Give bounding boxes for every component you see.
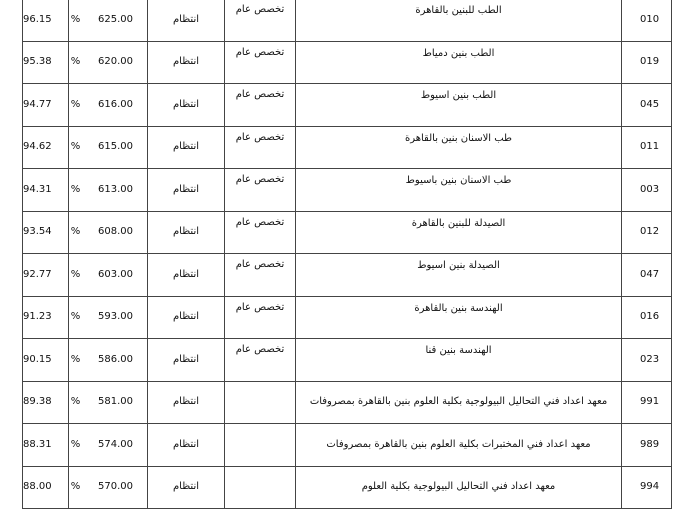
percent-sign: %: [70, 226, 81, 238]
percentage-cell: [23, 254, 81, 297]
score-cell: [69, 41, 148, 84]
min-score: 586.00: [98, 353, 133, 365]
percentage-value: 96.15: [23, 13, 52, 25]
admission-scores-table: [22, 0, 672, 509]
table-row: [23, 296, 672, 339]
table-row: [23, 211, 672, 254]
college-name: طب الاسنان بنين باسيوط: [405, 175, 512, 186]
percentage-cell: [23, 339, 81, 382]
min-score: 625.00: [98, 13, 133, 25]
percent-sign: %: [70, 353, 81, 365]
study-type: انتظام: [172, 98, 200, 110]
college-cell: [296, 126, 622, 169]
percentage-value: 92.77: [23, 268, 52, 280]
college-cell: [296, 381, 622, 424]
code-cell: [622, 381, 672, 424]
study-type: انتظام: [172, 396, 200, 408]
score-cell: [69, 0, 148, 41]
college-name: الطب بنين اسيوط: [420, 90, 497, 101]
table-row: [23, 381, 672, 424]
specialization-cell: [225, 211, 296, 254]
percent-sign: %: [70, 56, 81, 68]
percentage-cell: [23, 0, 81, 41]
code-cell: [622, 424, 672, 467]
code-cell: [622, 41, 672, 84]
specialization-cell: [225, 0, 296, 41]
percent-sign: %: [70, 268, 81, 280]
score-cell: [69, 254, 148, 297]
study-type-cell: [148, 254, 225, 297]
code-cell: [622, 0, 672, 41]
study-type: انتظام: [172, 481, 200, 493]
percentage-cell: [23, 84, 81, 127]
specialization-cell: [225, 41, 296, 84]
code-cell: [622, 296, 672, 339]
study-type: انتظام: [172, 13, 200, 25]
table-row: [23, 254, 672, 297]
study-type: انتظام: [172, 183, 200, 195]
college-name: معهد اعداد فني التحاليل البيولوجية بكلية العلوم بنين بالقاهرة بمصروفات: [309, 396, 608, 408]
college-cell: [296, 0, 622, 41]
percentage-cell: [23, 466, 81, 509]
study-type-cell: [148, 126, 225, 169]
min-score: 620.00: [98, 56, 133, 68]
percentage-value: 94.77: [23, 98, 52, 110]
study-type-cell: [148, 169, 225, 212]
score-cell: [69, 84, 148, 127]
score-cell: [69, 126, 148, 169]
min-score: 581.00: [98, 396, 133, 408]
percentage-value: 93.54: [23, 226, 52, 238]
score-cell: [69, 211, 148, 254]
college-name: طب الاسنان بنين بالقاهرة: [404, 132, 513, 144]
specialization-cell: [225, 381, 296, 424]
specialization: تخصص عام: [235, 344, 285, 355]
min-score: 615.00: [98, 141, 133, 153]
specialization: تخصص عام: [235, 89, 285, 100]
college-code: 045: [640, 98, 660, 110]
percent-sign: %: [70, 438, 81, 450]
college-cell: [296, 424, 622, 467]
specialization-cell: [225, 169, 296, 212]
study-type: انتظام: [172, 311, 200, 323]
study-type: انتظام: [172, 141, 200, 153]
percent-sign: %: [70, 141, 81, 153]
specialization-cell: [225, 296, 296, 339]
college-cell: [296, 254, 622, 297]
college-code: 016: [640, 311, 660, 323]
percent-sign: %: [70, 183, 81, 195]
percent-sign: %: [70, 311, 81, 323]
college-cell: [296, 211, 622, 254]
percentage-cell: [23, 381, 81, 424]
code-cell: [622, 466, 672, 509]
table-row: [23, 169, 672, 212]
table-row: [23, 424, 672, 467]
specialization-cell: [225, 424, 296, 467]
code-cell: [622, 84, 672, 127]
percentage-value: 88.31: [23, 438, 52, 450]
college-code: 023: [640, 353, 660, 365]
table-row: [23, 0, 672, 41]
score-cell: [69, 339, 148, 382]
percentage-value: 89.38: [23, 396, 52, 408]
table-row: [23, 339, 672, 382]
percentage-cell: [23, 211, 81, 254]
table-row: [23, 126, 672, 169]
percentage-cell: [23, 424, 81, 467]
college-name: معهد اعداد فني المختبرات بكلية العلوم بنين بالقاهرة بمصروفات: [326, 438, 591, 450]
percentage-cell: [23, 126, 81, 169]
min-score: 616.00: [98, 98, 133, 110]
percentage-value: 90.15: [23, 353, 52, 365]
college-name: معهد اعداد فني التحاليل البيولوجية بكلية العلوم: [361, 481, 556, 493]
specialization: تخصص عام: [235, 131, 285, 143]
college-code: 047: [640, 268, 660, 280]
study-type-cell: [148, 41, 225, 84]
percentage-cell: [23, 41, 81, 84]
code-cell: [622, 126, 672, 169]
study-type-cell: [148, 339, 225, 382]
percentage-cell: [23, 169, 81, 212]
table-row: [23, 84, 672, 127]
percentage-value: 94.62: [23, 141, 52, 153]
percent-sign: %: [70, 13, 81, 25]
study-type-cell: [148, 466, 225, 509]
study-type: انتظام: [172, 268, 200, 280]
specialization: تخصص عام: [235, 216, 285, 228]
specialization-cell: [225, 126, 296, 169]
study-type: انتظام: [172, 438, 200, 450]
study-type-cell: [148, 0, 225, 41]
score-cell: [69, 381, 148, 424]
specialization: تخصص عام: [235, 301, 285, 313]
specialization: تخصص عام: [235, 46, 285, 58]
specialization-cell: [225, 254, 296, 297]
percentage-value: 91.23: [23, 311, 52, 323]
college-cell: [296, 169, 622, 212]
college-name: الصيدلة للبنين بالقاهرة: [411, 217, 506, 229]
college-name: الطب بنين دمياط: [422, 47, 495, 59]
code-cell: [622, 254, 672, 297]
college-code: 994: [640, 481, 660, 493]
college-code: 003: [640, 183, 660, 195]
college-code: 019: [640, 56, 660, 68]
specialization: تخصص عام: [235, 4, 285, 15]
study-type-cell: [148, 424, 225, 467]
college-name: الصيدلة بنين اسيوط: [417, 260, 500, 271]
college-code: 991: [640, 396, 660, 408]
study-type: انتظام: [172, 353, 200, 365]
specialization-cell: [225, 466, 296, 509]
score-cell: [69, 169, 148, 212]
percentage-value: 95.38: [23, 56, 52, 68]
table-row: [23, 466, 672, 509]
table-row: [23, 41, 672, 84]
specialization-cell: [225, 84, 296, 127]
percentage-cell: [23, 296, 81, 339]
college-code: 011: [640, 141, 660, 153]
specialization-cell: [225, 339, 296, 382]
college-cell: [296, 41, 622, 84]
score-cell: [69, 424, 148, 467]
code-cell: [622, 211, 672, 254]
percent-sign: %: [70, 98, 81, 110]
score-cell: [69, 296, 148, 339]
study-type: انتظام: [172, 56, 200, 68]
specialization: تخصص عام: [235, 174, 285, 185]
percent-sign: %: [70, 396, 81, 408]
percentage-value: 88.00: [23, 481, 52, 493]
study-type-cell: [148, 211, 225, 254]
min-score: 613.00: [98, 183, 133, 195]
study-type-cell: [148, 296, 225, 339]
code-cell: [622, 339, 672, 382]
college-cell: [296, 339, 622, 382]
study-type: انتظام: [172, 226, 200, 238]
min-score: 570.00: [98, 481, 133, 493]
min-score: 603.00: [98, 268, 133, 280]
college-cell: [296, 84, 622, 127]
specialization: تخصص عام: [235, 259, 285, 270]
code-cell: [622, 169, 672, 212]
college-code: 989: [640, 438, 660, 450]
study-type-cell: [148, 381, 225, 424]
college-name: الهندسة بنين بالقاهرة: [414, 302, 503, 314]
min-score: 593.00: [98, 311, 133, 323]
min-score: 608.00: [98, 226, 133, 238]
percent-sign: %: [70, 481, 81, 493]
percentage-value: 94.31: [23, 183, 52, 195]
college-code: 012: [640, 226, 660, 238]
college-cell: [296, 466, 622, 509]
study-type-cell: [148, 84, 225, 127]
min-score: 574.00: [98, 438, 133, 450]
college-name: الطب للبنين بالقاهرة: [415, 5, 502, 16]
college-name: الهندسة بنين قنا: [425, 345, 492, 356]
score-cell: [69, 466, 148, 509]
college-code: 010: [640, 13, 660, 25]
college-cell: [296, 296, 622, 339]
